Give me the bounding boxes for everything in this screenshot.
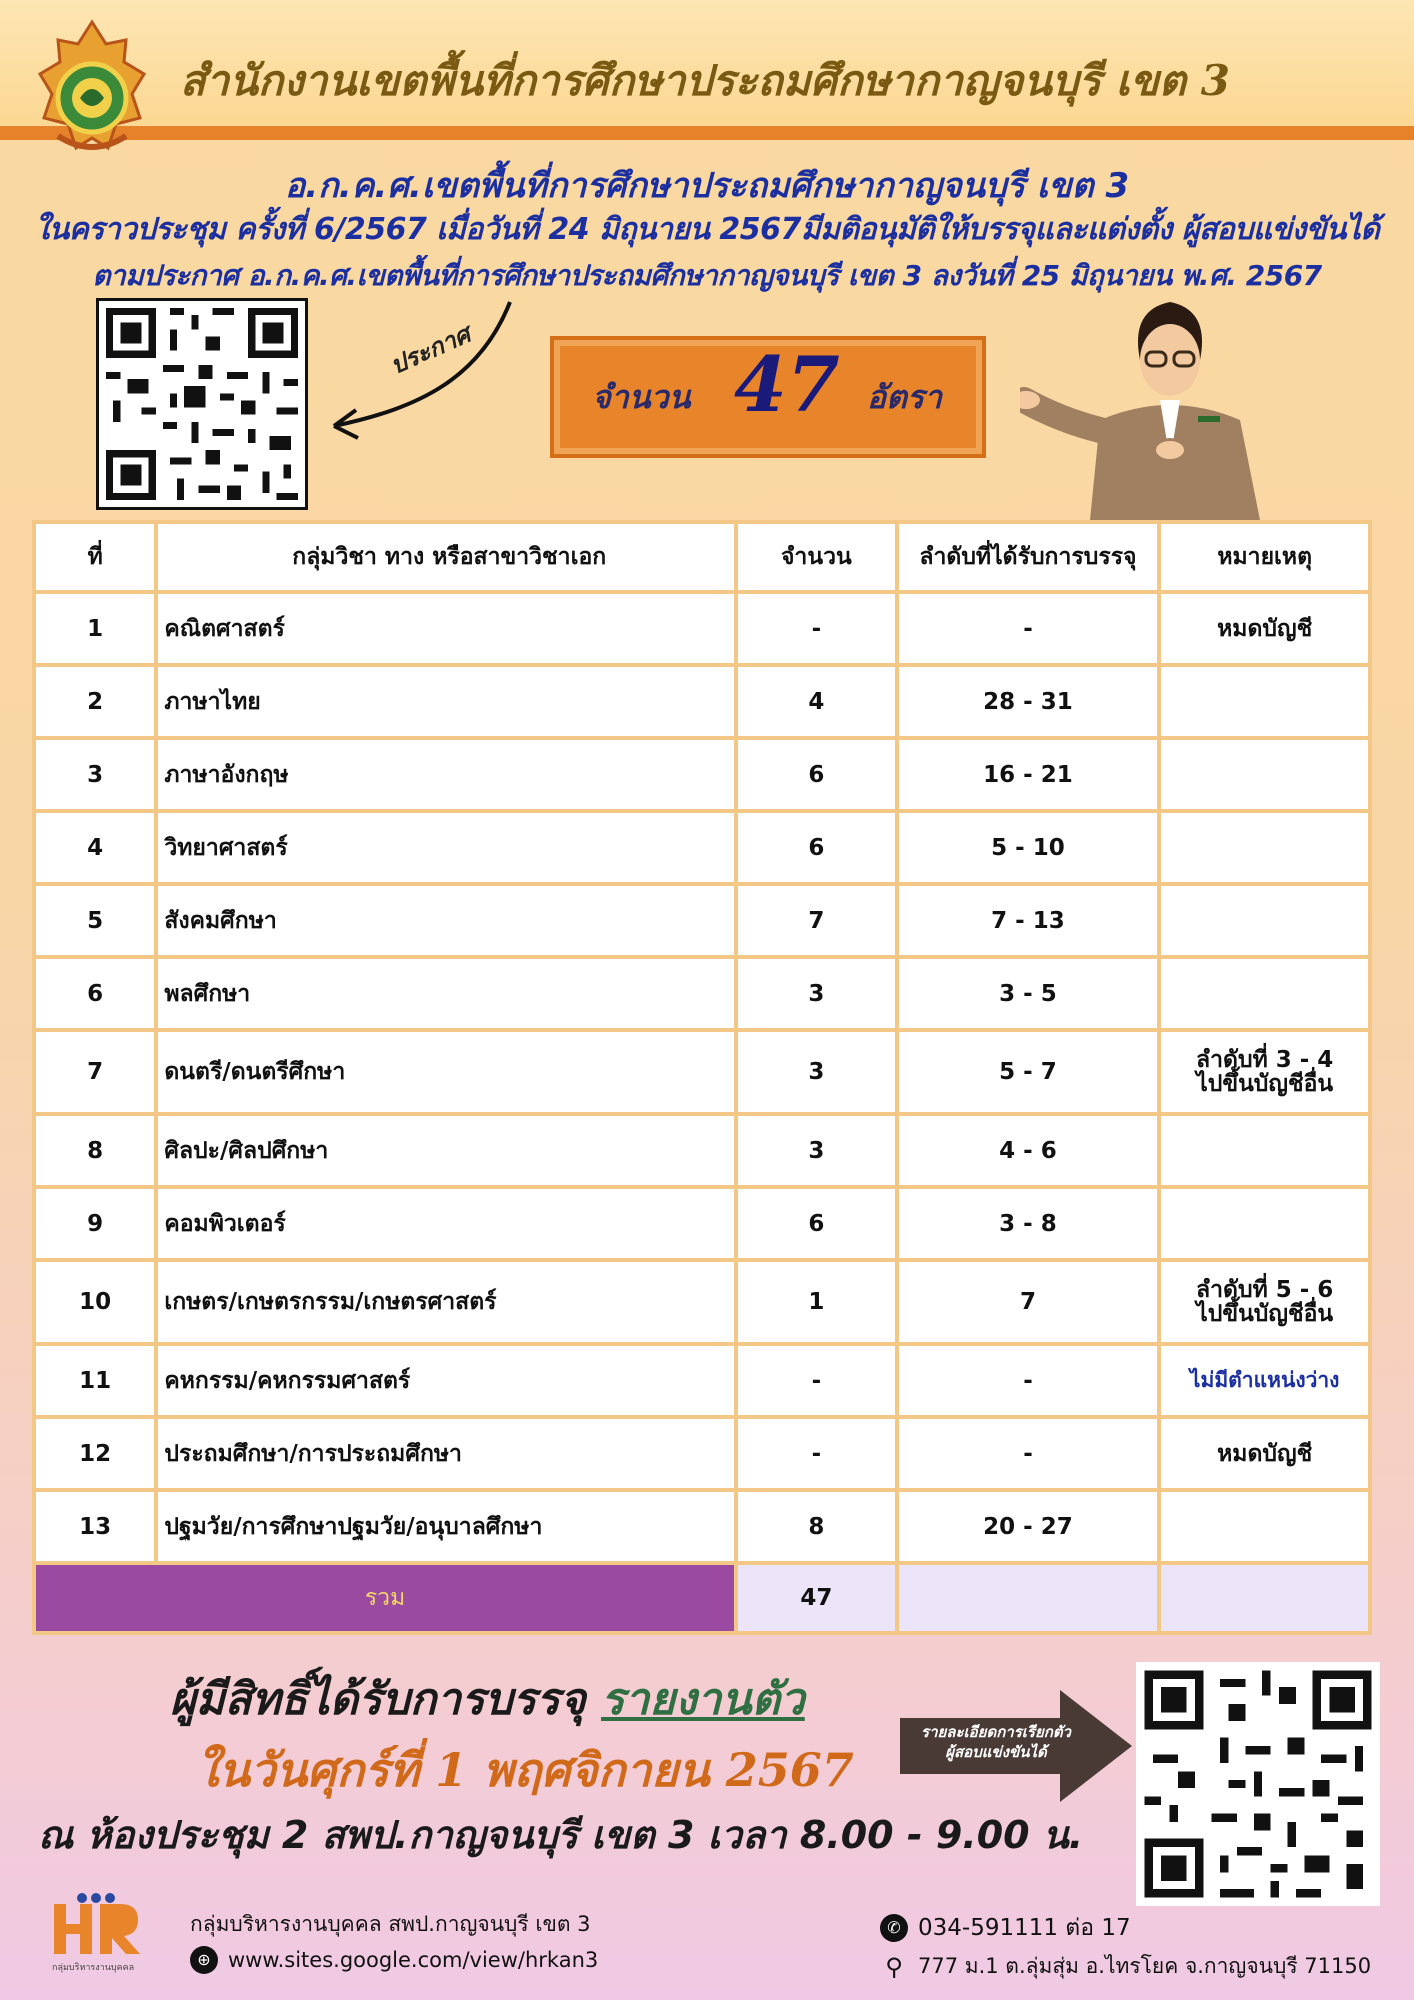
row-no: 7: [36, 1032, 154, 1112]
note-line: ลำดับที่ 5 - 6: [1196, 1277, 1334, 1303]
row-subject: ภาษาไทย: [158, 667, 734, 736]
row-subject: ดนตรี/ดนตรีศึกษา: [158, 1032, 734, 1112]
row-rank: 3 - 5: [899, 959, 1158, 1028]
row-count: -: [738, 1346, 894, 1415]
meeting-resolution: ในคราวประชุม ครั้งที่ 6/2567 เมื่อวันที่ 24 มิถุนายน 2567มีมติอนุมัติให้บรรจุและแต่งตั้ง ผู้สอบแข่งขันได้: [34, 212, 1380, 247]
row-subject: คณิตศาสตร์: [158, 594, 734, 663]
row-subject: เกษตร/เกษตรกรรม/เกษตรศาสตร์: [158, 1262, 734, 1342]
table-row: [36, 1189, 1368, 1258]
row-count: 6: [738, 813, 894, 882]
position-count-box: [550, 336, 986, 458]
row-subject: ประถมศึกษา/การประถมศึกษา: [158, 1419, 734, 1488]
table-row: [36, 1262, 1368, 1342]
table-row: [36, 1346, 1368, 1415]
col-header-count: จำนวน: [738, 524, 894, 590]
row-note: [1161, 1032, 1368, 1112]
appointment-table: [32, 520, 1372, 1635]
row-no: 9: [36, 1189, 154, 1258]
row-subject: คอมพิวเตอร์: [158, 1189, 734, 1258]
row-note: [1161, 740, 1368, 809]
note-line: ไปขึ้นบัญชีอื่น: [1196, 1301, 1334, 1327]
row-subject: คหกรรม/คหกรรมศาสตร์: [158, 1346, 734, 1415]
row-subject: ปฐมวัย/การศึกษาปฐมวัย/อนุบาลศึกษา: [158, 1492, 734, 1561]
row-count: 8: [738, 1492, 894, 1561]
unit-label: อัตรา: [866, 378, 942, 416]
hr-caption: กลุ่มบริหารงานบุคคล: [52, 1963, 135, 1973]
row-count: -: [738, 1419, 894, 1488]
table-row: [36, 886, 1368, 955]
office-title: สำนักงานเขตพื้นที่การศึกษาประถมศึกษากาญจนบุรี เขต 3: [180, 56, 1230, 105]
website-link[interactable]: www.sites.google.com/view/hrkan3: [228, 1948, 599, 1972]
row-note: [1161, 813, 1368, 882]
row-rank: 16 - 21: [899, 740, 1158, 809]
row-rank: 5 - 10: [899, 813, 1158, 882]
col-header-subject: กลุ่มวิชา ทาง หรือสาขาวิชาเอก: [158, 524, 734, 590]
report-location-time: ณ ห้องประชุม 2 สพป.กาญจนบุรี เขต 3 เวลา 8.00 - 9.00 น.: [38, 1813, 1084, 1857]
row-no: 3: [36, 740, 154, 809]
table-row: [36, 594, 1368, 663]
row-count: 6: [738, 740, 894, 809]
footer-website[interactable]: [190, 1946, 598, 1974]
table-row: [36, 1492, 1368, 1561]
table-header-row: [36, 524, 1368, 590]
row-rank: 7 - 13: [899, 886, 1158, 955]
note-line: ลำดับที่ 3 - 4: [1196, 1047, 1334, 1073]
table-row: [36, 813, 1368, 882]
call-details-line: รายละเอียดการเรียกตัว: [921, 1723, 1071, 1741]
call-details-line: ผู้สอบแข่งขันได้: [945, 1743, 1047, 1761]
row-rank: 20 - 27: [899, 1492, 1158, 1561]
row-no: 1: [36, 594, 154, 663]
row-no: 6: [36, 959, 154, 1028]
total-note-empty: [1161, 1565, 1368, 1631]
obec-emblem-logo: [28, 18, 156, 166]
row-note: ไม่มีตำแหน่งว่าง: [1161, 1346, 1368, 1415]
total-rank-empty: [899, 1565, 1158, 1631]
report-prefix: ผู้มีสิทธิ์ได้รับการบรรจุ: [170, 1674, 602, 1725]
details-qr-code[interactable]: [1136, 1662, 1380, 1906]
phone-number: 034-591111 ต่อ 17: [918, 1915, 1131, 1941]
total-label: รวม: [36, 1565, 734, 1631]
location-pin-icon: ⚲: [885, 1952, 903, 1981]
row-rank: -: [899, 1419, 1158, 1488]
row-no: 2: [36, 667, 154, 736]
row-subject: วิทยาศาสตร์: [158, 813, 734, 882]
globe-icon: ⊕: [190, 1946, 218, 1974]
row-no: 5: [36, 886, 154, 955]
table-row: [36, 740, 1368, 809]
row-note: [1161, 1116, 1368, 1185]
row-count: -: [738, 594, 894, 663]
row-note: [1161, 886, 1368, 955]
teacher-illustration: [1020, 290, 1320, 520]
row-note: [1161, 1262, 1368, 1342]
announce-label: ประกาศ: [385, 319, 475, 380]
row-no: 11: [36, 1346, 154, 1415]
total-row: [36, 1565, 1368, 1631]
table-row: [36, 1116, 1368, 1185]
count-value: 47: [734, 340, 840, 429]
row-rank: 4 - 6: [899, 1116, 1158, 1185]
row-subject: ภาษาอังกฤษ: [158, 740, 734, 809]
row-rank: -: [899, 594, 1158, 663]
report-emphasis: รายงานตัว: [601, 1674, 805, 1725]
footer-group-name: กลุ่มบริหารงานบุคคล สพป.กาญจนบุรี เขต 3: [190, 1912, 591, 1936]
address-text: 777 ม.1 ต.ลุ่มสุ่ม อ.ไทรโยค จ.กาญจนบุรี 71150: [918, 1954, 1372, 1978]
row-note: หมดบัญชี: [1161, 594, 1368, 663]
row-note: [1161, 667, 1368, 736]
table-row: [36, 1419, 1368, 1488]
footer-phone: [880, 1910, 1131, 1946]
col-header-no: ที่: [36, 524, 154, 590]
row-count: 6: [738, 1189, 894, 1258]
total-value: 47: [738, 1565, 894, 1631]
announcement-reference: ตามประกาศ อ.ก.ค.ศ.เขตพื้นที่การศึกษาประถมศึกษากาญจนบุรี เขต 3 ลงวันที่ 25 มิถุนายน พ.ศ. 2567: [92, 259, 1322, 292]
report-date: ในวันศุกร์ที่ 1 พฤศจิกายน 2567: [196, 1743, 854, 1797]
note-line: ไปขึ้นบัญชีอื่น: [1196, 1071, 1334, 1097]
row-no: 8: [36, 1116, 154, 1185]
row-rank: -: [899, 1346, 1158, 1415]
footer-address: [880, 1950, 1371, 1983]
row-note: หมดบัญชี: [1161, 1419, 1368, 1488]
row-no: 4: [36, 813, 154, 882]
row-count: 3: [738, 959, 894, 1028]
row-note: [1161, 959, 1368, 1028]
row-subject: ศิลปะ/ศิลปศึกษา: [158, 1116, 734, 1185]
row-rank: 5 - 7: [899, 1032, 1158, 1112]
committee-title: อ.ก.ค.ศ.เขตพื้นที่การศึกษาประถมศึกษากาญจนบุรี เขต 3: [284, 166, 1130, 206]
row-rank: 28 - 31: [899, 667, 1158, 736]
col-header-note: หมายเหตุ: [1161, 524, 1368, 590]
row-note: [1161, 1189, 1368, 1258]
row-no: 10: [36, 1262, 154, 1342]
table-row: [36, 1032, 1368, 1112]
row-subject: พลศึกษา: [158, 959, 734, 1028]
report-notice: [170, 1664, 805, 1734]
col-header-rank: ลำดับที่ได้รับการบรรจุ: [899, 524, 1158, 590]
row-count: 3: [738, 1032, 894, 1112]
table-row: [36, 959, 1368, 1028]
row-subject: สังคมศึกษา: [158, 886, 734, 955]
row-count: 1: [738, 1262, 894, 1342]
header-stripe: [0, 126, 1414, 140]
row-note: [1161, 1492, 1368, 1561]
phone-icon: ✆: [880, 1914, 908, 1942]
row-count: 4: [738, 667, 894, 736]
row-count: 7: [738, 886, 894, 955]
announcement-qr-code[interactable]: [96, 298, 308, 510]
row-rank: 7: [899, 1262, 1158, 1342]
count-label: จำนวน: [592, 378, 691, 416]
row-count: 3: [738, 1116, 894, 1185]
row-no: 13: [36, 1492, 154, 1561]
call-details-note: [906, 1722, 1086, 1762]
table-row: [36, 667, 1368, 736]
row-rank: 3 - 8: [899, 1189, 1158, 1258]
row-no: 12: [36, 1419, 154, 1488]
